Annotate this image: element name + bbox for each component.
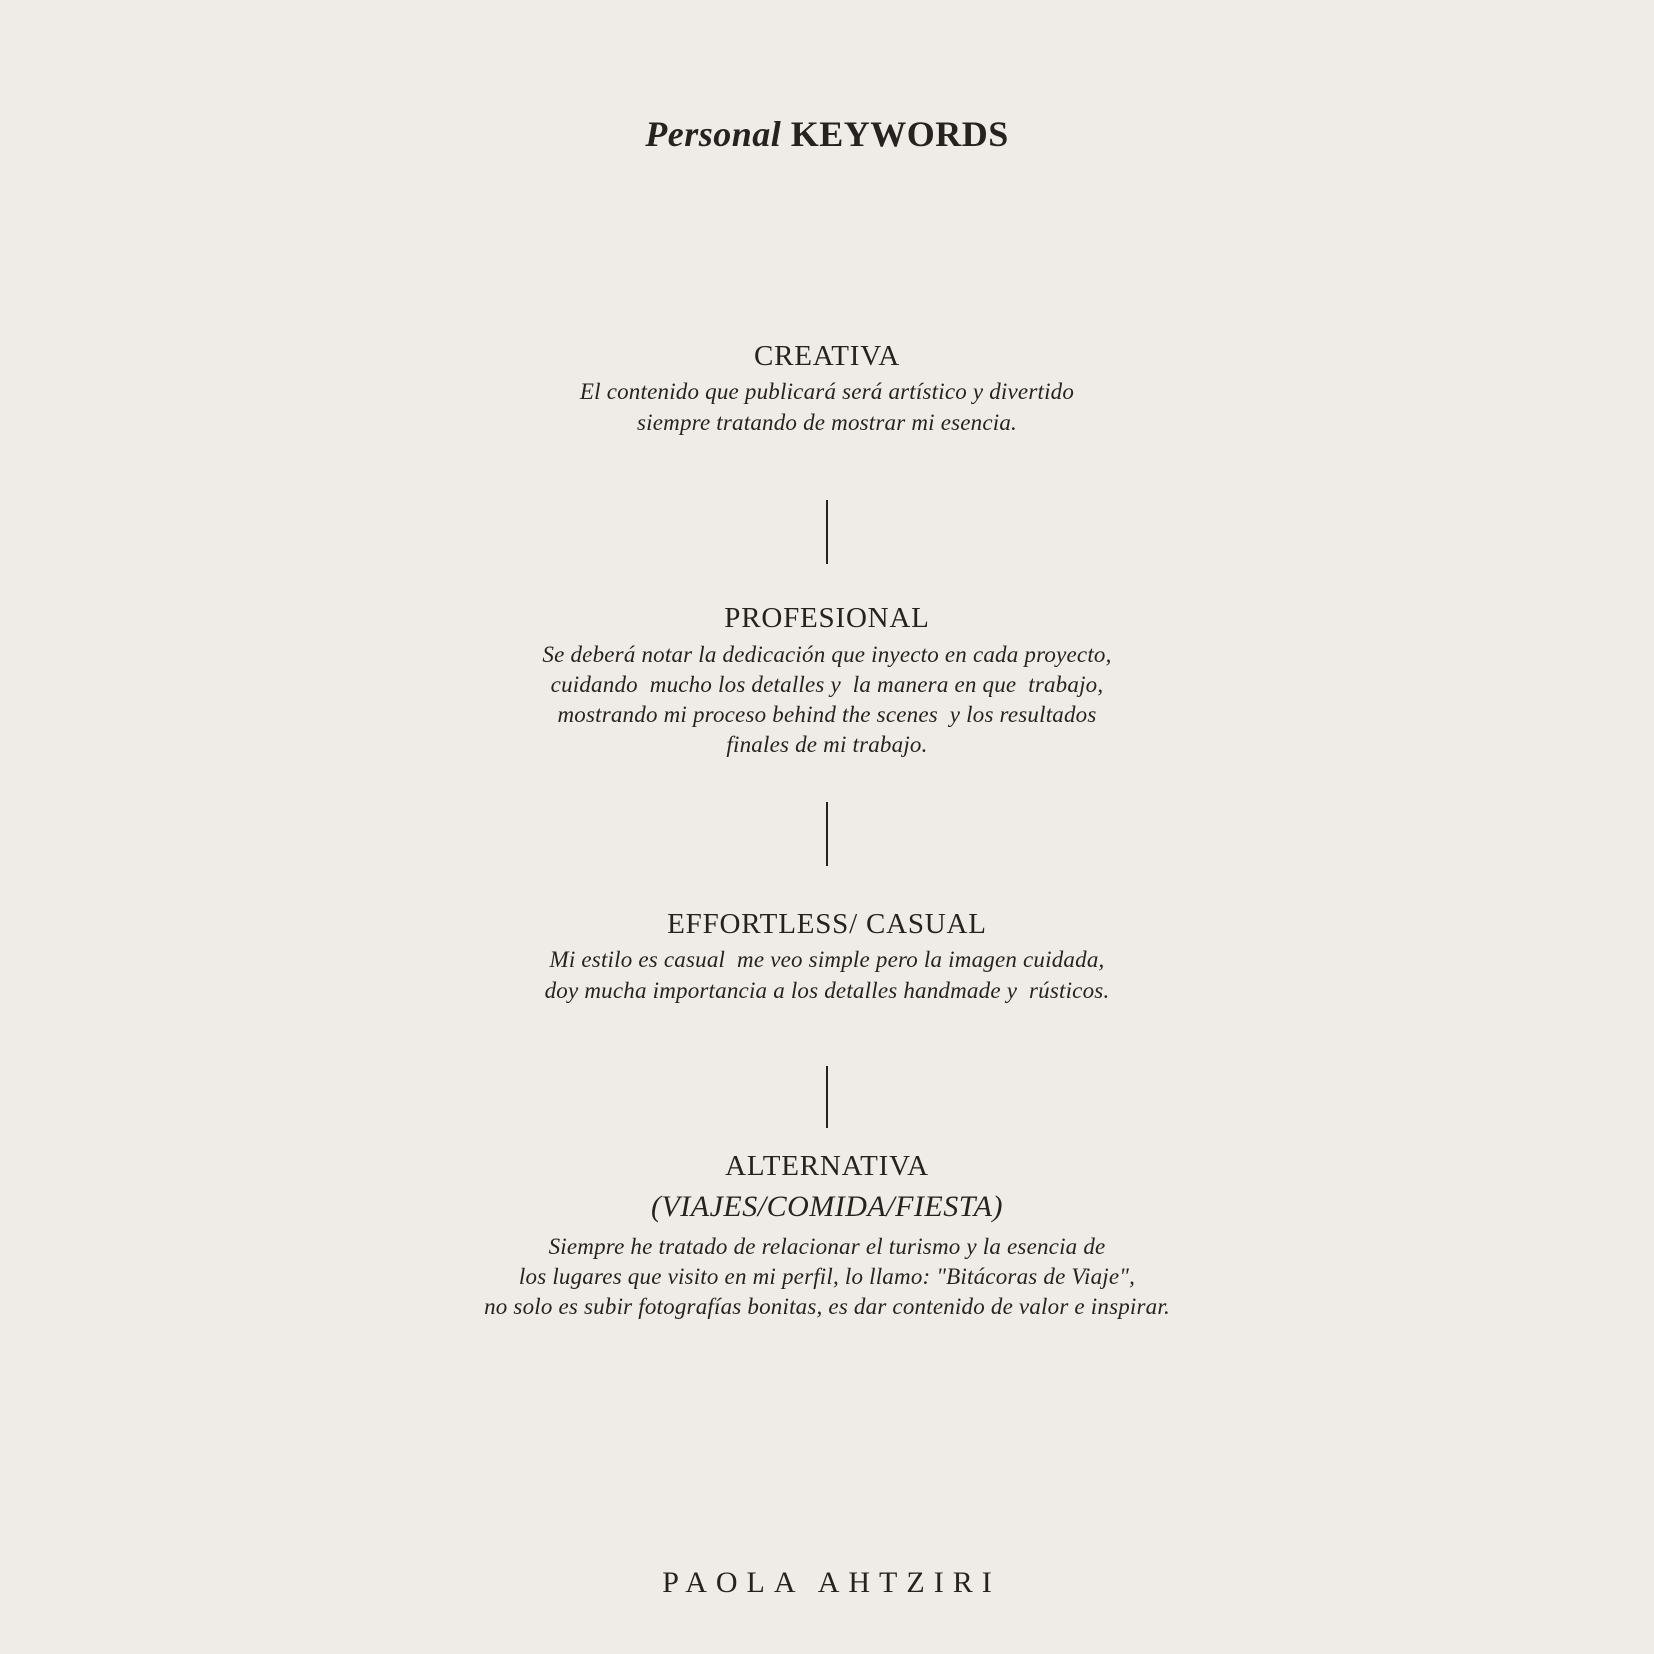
body-line: Mi estilo es casual me veo simple pero la imagen cuidada, [549, 947, 1105, 972]
body-line: doy mucha importancia a los detalles handmade y rústicos. [544, 978, 1110, 1003]
body-line: siempre tratando de mostrar mi esencia. [636, 410, 1018, 435]
body-line: finales de mi trabajo. [726, 732, 928, 757]
section-subheading-alternativa: (VIAJES/COMIDA/FIESTA) [650, 1190, 1003, 1223]
body-line: El contenido que publicará será artístico y divertido [579, 379, 1075, 404]
section-heading-alternativa: ALTERNATIVA [725, 1150, 929, 1182]
body-line: mostrando mi proceso behind the scenes y los resultados [557, 702, 1097, 727]
vertical-divider-line [826, 500, 828, 564]
vertical-divider-line [826, 802, 828, 866]
section-body-profesional [0, 640, 1654, 760]
page-title-italic: Personal [645, 114, 782, 155]
section-body-alternativa [0, 1232, 1654, 1322]
body-line: no solo es subir fotografías bonitas, es dar contenido de valor e inspirar. [484, 1294, 1170, 1319]
section-heading-creativa: CREATIVA [753, 340, 901, 372]
section-heading-effortless-casual: EFFORTLESS/ CASUAL [667, 908, 987, 940]
author-name: PAOLA AHTZIRI [662, 1566, 1001, 1599]
section-body-effortless-casual [0, 944, 1654, 1006]
section-body-creativa [0, 376, 1654, 438]
page-title [0, 112, 1654, 157]
body-line: los lugares que visito en mi perfil, lo llamo: "Bitácoras de Viaje", [518, 1264, 1136, 1289]
vertical-divider-line [826, 1066, 828, 1128]
page-title-regular: KEYWORDS [790, 114, 1009, 155]
section-heading-profesional: PROFESIONAL [724, 602, 930, 634]
body-line: cuidando mucho los detalles y la manera en que trabajo, [550, 672, 1104, 697]
body-line: Se deberá notar la dedicación que inyecto en cada proyecto, [542, 642, 1112, 667]
body-line: Siempre he tratado de relacionar el turismo y la esencia de [548, 1234, 1106, 1259]
